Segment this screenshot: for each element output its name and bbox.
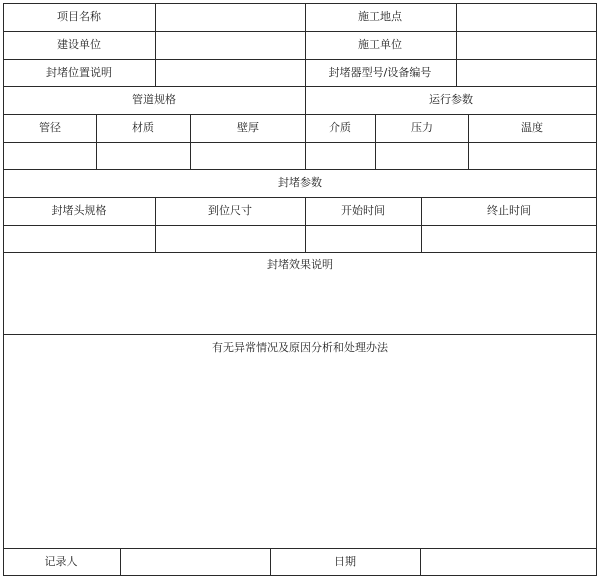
plugger-model-field[interactable] bbox=[457, 60, 596, 86]
plug-position-field[interactable] bbox=[156, 60, 305, 86]
operating-params-title: 运行参数 bbox=[429, 93, 473, 106]
recorder-label: 记录人 bbox=[44, 555, 78, 568]
start-time-field[interactable] bbox=[306, 226, 421, 252]
end-time-label: 终止时间 bbox=[487, 204, 531, 217]
plug-head-spec-label: 封堵头规格 bbox=[51, 204, 107, 217]
anomaly-title: 有无异常情况及原因分析和处理办法 bbox=[212, 341, 388, 354]
pipe-material-field[interactable] bbox=[97, 143, 190, 169]
pipe-material-label: 材质 bbox=[132, 121, 154, 134]
plug-effect-field[interactable] bbox=[4, 274, 596, 334]
project-name-label: 项目名称 bbox=[57, 10, 101, 23]
start-time-label: 开始时间 bbox=[341, 204, 385, 217]
in-place-size-field[interactable] bbox=[156, 226, 305, 252]
medium-label: 介质 bbox=[329, 121, 351, 134]
project-name-field[interactable] bbox=[156, 4, 305, 31]
plug-effect-title: 封堵效果说明 bbox=[267, 258, 333, 271]
construction-site-field[interactable] bbox=[457, 4, 596, 31]
temperature-label: 温度 bbox=[521, 121, 543, 134]
pipe-diameter-field[interactable] bbox=[4, 143, 96, 169]
wall-thickness-field[interactable] bbox=[191, 143, 305, 169]
wall-thickness-label: 壁厚 bbox=[237, 121, 259, 134]
pressure-label: 压力 bbox=[411, 121, 433, 134]
pipe-spec-title: 管道规格 bbox=[132, 93, 176, 106]
plug-params-title: 封堵参数 bbox=[278, 176, 322, 189]
anomaly-field[interactable] bbox=[4, 358, 596, 548]
date-label: 日期 bbox=[334, 555, 356, 568]
contractor-unit-field[interactable] bbox=[457, 32, 596, 59]
pipe-diameter-label: 管径 bbox=[39, 121, 61, 134]
date-field[interactable] bbox=[421, 549, 596, 575]
owner-unit-label: 建设单位 bbox=[57, 38, 101, 51]
contractor-unit-label: 施工单位 bbox=[358, 38, 402, 51]
plug-position-label: 封堵位置说明 bbox=[46, 66, 112, 79]
construction-site-label: 施工地点 bbox=[358, 10, 402, 23]
owner-unit-field[interactable] bbox=[156, 32, 305, 59]
recorder-field[interactable] bbox=[121, 549, 270, 575]
plug-head-spec-field[interactable] bbox=[4, 226, 155, 252]
medium-field[interactable] bbox=[306, 143, 375, 169]
in-place-size-label: 到位尺寸 bbox=[208, 204, 252, 217]
end-time-field[interactable] bbox=[422, 226, 596, 252]
temperature-field[interactable] bbox=[469, 143, 596, 169]
pressure-field[interactable] bbox=[376, 143, 468, 169]
plugger-model-label: 封堵器型号/设备编号 bbox=[328, 66, 432, 79]
